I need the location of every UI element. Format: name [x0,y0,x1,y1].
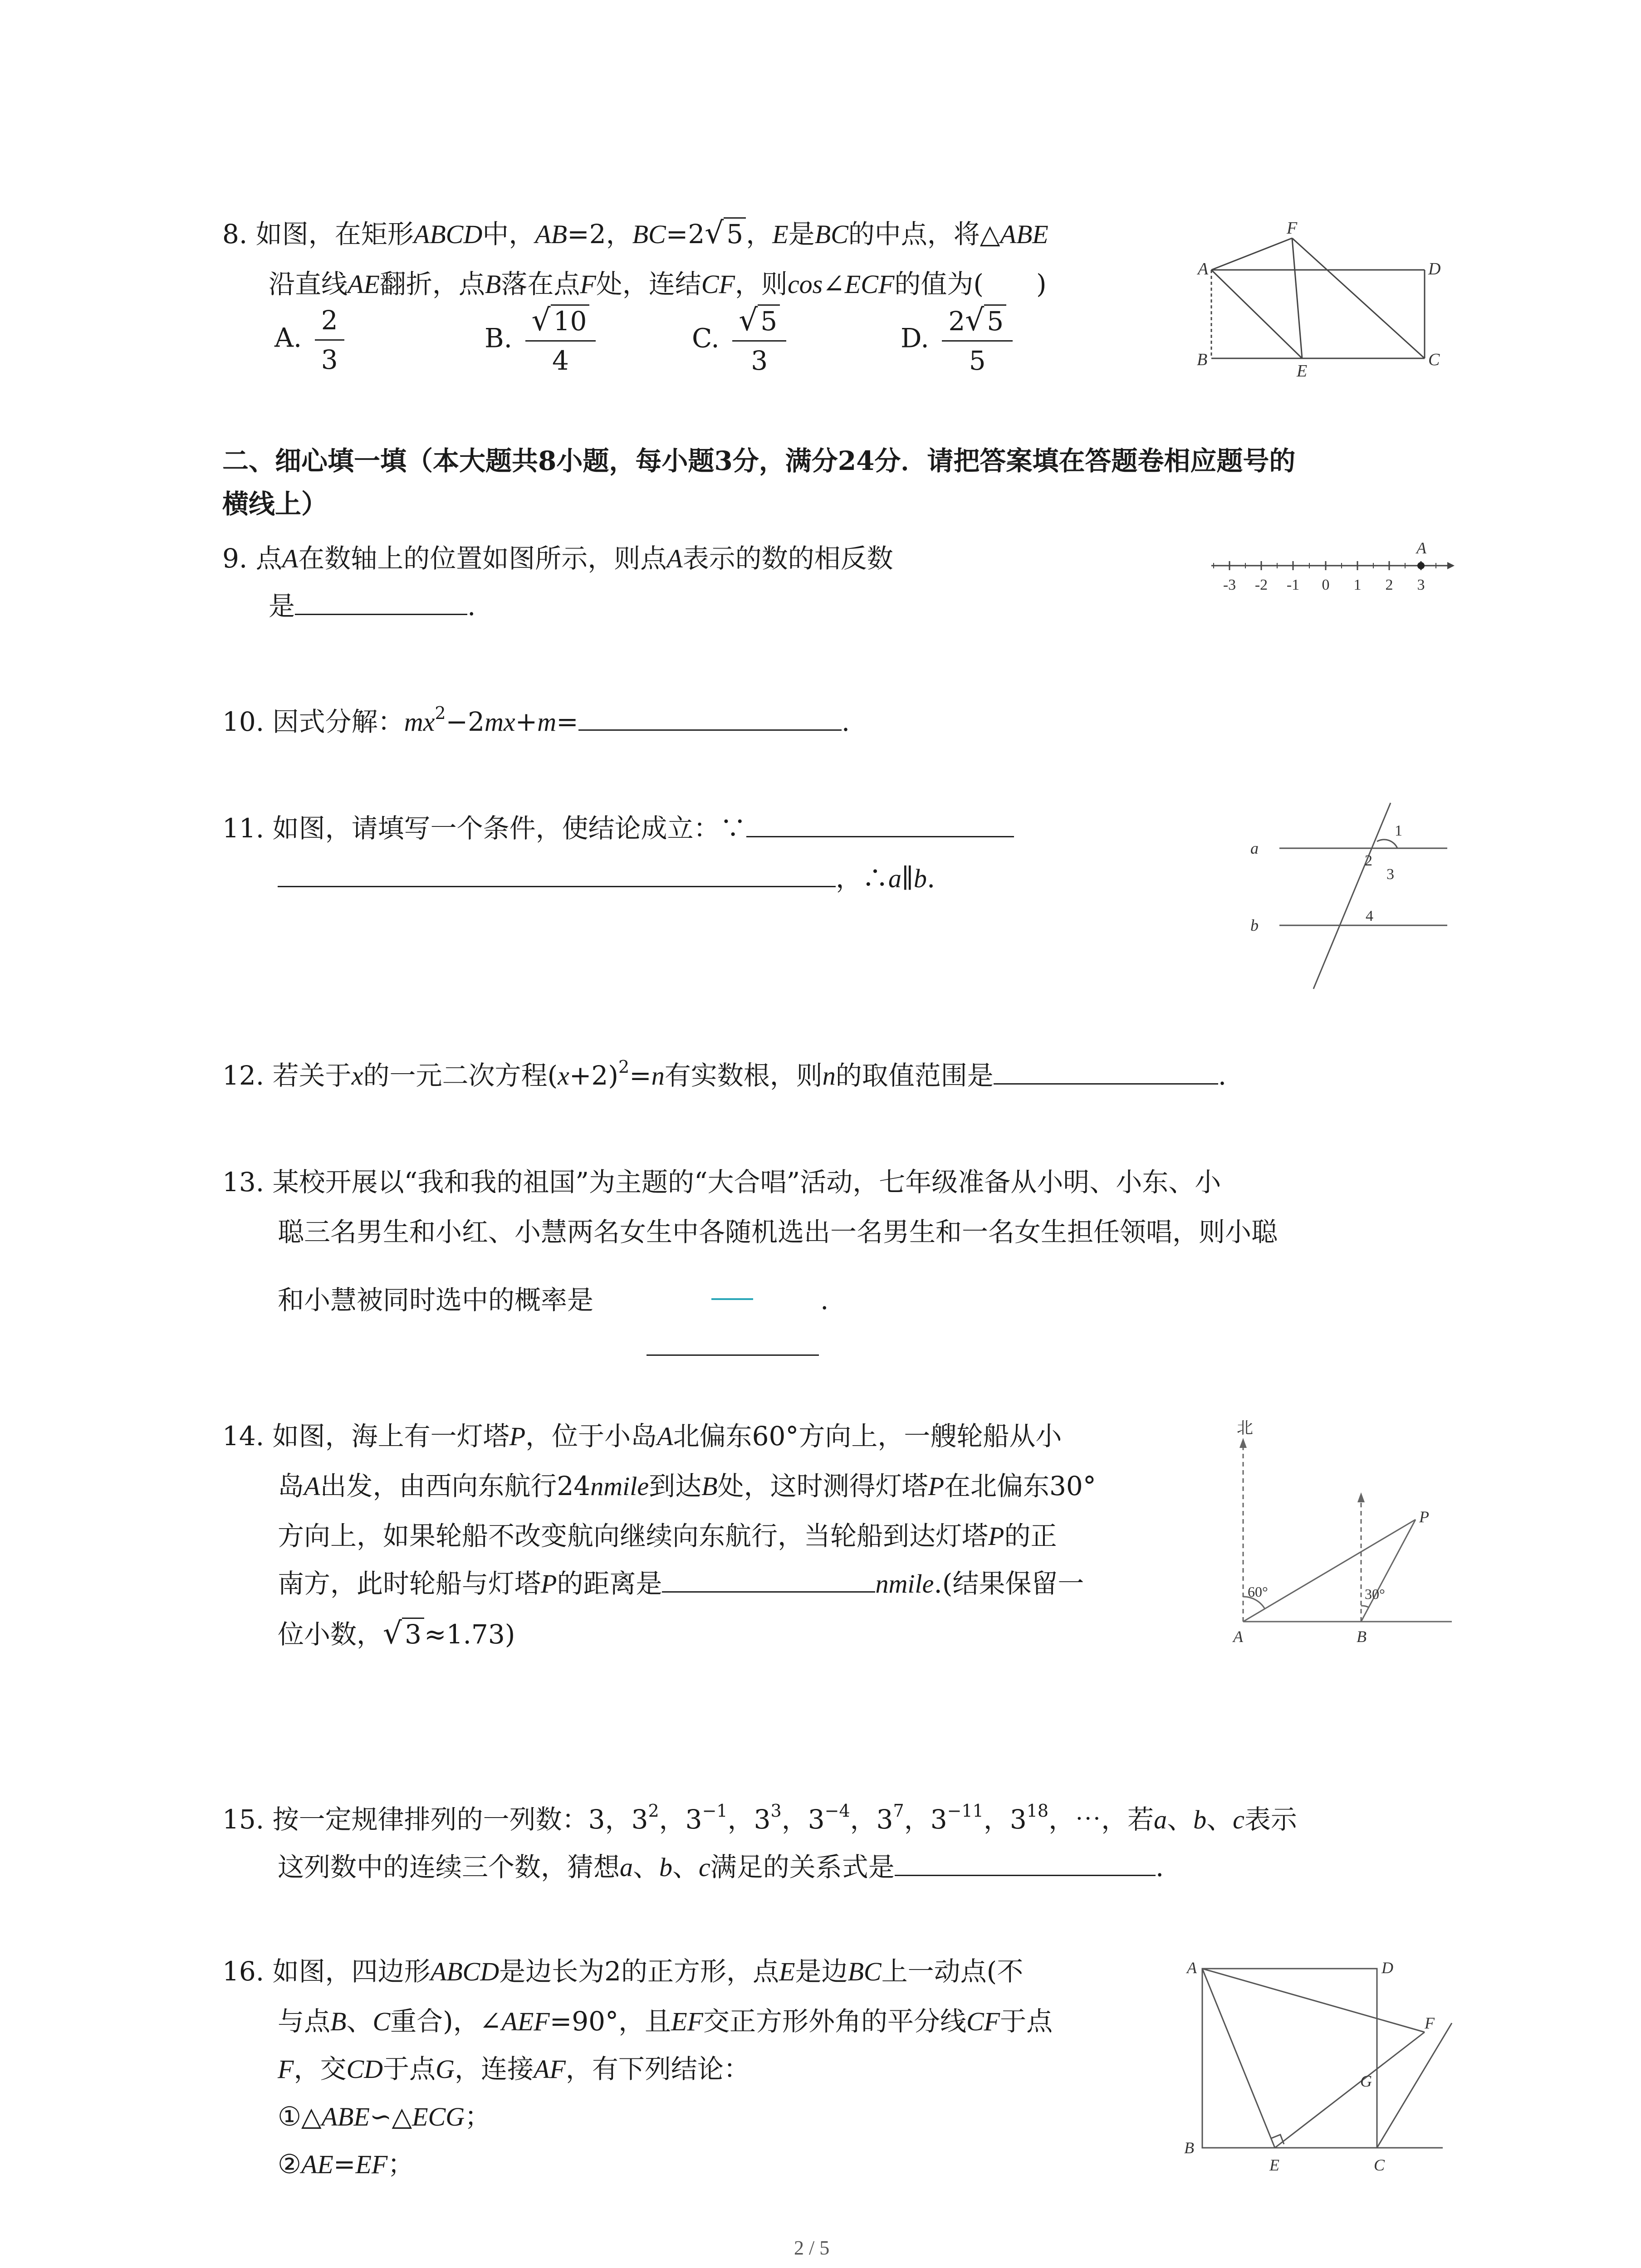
q15-text: −11 [947,1801,984,1821]
angle-3: 3 [1386,866,1394,883]
q9-text: 是 [269,591,295,621]
q16-text: ，连接 [454,2053,534,2084]
q11-text: ∥ [901,863,914,894]
q14-text: 南方，此时轮船与灯塔 [278,1568,541,1599]
q12-text: 12. 若关于 [222,1060,352,1091]
answer-blank [278,885,836,887]
answer-blank [647,1354,819,1356]
q10-text: = [556,706,578,737]
q16-text: = [333,2149,356,2180]
section-heading: 二、细心填一填（本大题共8小题，每小题3分，满分24分．请把答案填在答题卷相应题号的 [222,445,1296,476]
q16-text: EF [671,2007,703,2036]
q15-text: 18 [1026,1801,1049,1821]
q8-text: 处，连结 [596,269,701,299]
q11-text: a [888,864,902,893]
q8-option-c [692,304,791,377]
q14-text: 位小数， [278,1619,383,1650]
tick-label: 0 [1322,577,1330,593]
q16-text: =90°，且 [549,2006,671,2037]
answer-blank [578,729,842,731]
q9-line1 [222,542,893,575]
q15-text: ，3 [727,1804,771,1835]
label-A: A [1187,1959,1197,1977]
q16-text: ； [387,2149,414,2180]
q16-text: B [330,2007,347,2036]
q12-text: 有实数根，则 [664,1060,823,1091]
q16-text: ECG [412,2102,465,2131]
q14-text: P [509,1422,526,1451]
q15-line1 [222,1803,1297,1836]
q12-text: 的取值范围是 [835,1060,994,1091]
page-number: 2 / 5 [794,2237,830,2259]
q16-text: 、 [346,2006,373,2037]
north-label: 北 [1237,1419,1254,1437]
q14-text: 北偏东60°方向上，一艘轮船从小 [673,1421,1062,1452]
tick-label: -3 [1223,577,1236,593]
q16-text: EF [355,2150,388,2179]
q9-number-line [1202,533,1456,601]
q15-text: ，3 [904,1804,947,1835]
q8-text: CF [701,269,735,299]
q12-text: x [558,1061,569,1090]
answer-blank [994,1083,1218,1085]
q13-period: . [820,1285,829,1315]
q16-text: 于点 [1000,2006,1053,2037]
q10-text: −2 [446,706,485,737]
q8-text: E [772,220,789,249]
q8-text: B [485,269,501,299]
q15-text: 表示 [1244,1804,1297,1835]
q10-line [222,705,850,738]
q11-text: b [913,864,927,893]
q14-text: 14. 如图，海上有一灯塔 [222,1421,509,1452]
q8-text: 的值为( ) [894,269,1047,299]
label-A: A [1416,539,1426,557]
q14-text: ≈1.73) [424,1619,515,1650]
option-label: D. [901,323,929,354]
q10-text: 2 [435,703,446,723]
q10-text: 10. 因式分解： [222,706,404,737]
q14-text: 在北偏东30° [944,1471,1096,1501]
q14-text: 的距离是 [557,1568,662,1599]
q14-lighthouse-figure [1225,1415,1461,1656]
q14-text: 岛 [278,1471,304,1501]
q8-text: 落在点 [501,269,580,299]
q8-text: ，则 [735,269,788,299]
q16-text: 于点 [383,2053,436,2084]
q8-text: 是 [788,219,815,249]
q15-text: c [1233,1805,1244,1834]
q10-text: . [841,706,850,737]
q14-line1 [222,1420,1062,1453]
q13-line1: 13. 某校开展以“我和我的祖国”为主题的“大合唱”活动，七年级准备从小明、小东、小 [222,1167,1221,1198]
q15-text: 、 [1206,1804,1233,1835]
tick-label: 3 [1417,577,1425,593]
label-F: F [1287,219,1298,238]
label-G: G [1360,2072,1372,2090]
q16-text: BC [847,1957,882,1986]
q16-text: E [779,1957,795,1986]
q8-text: AE [348,269,380,299]
q14-text: 处，这时测得灯塔 [717,1471,928,1501]
q16-text: ，交 [294,2053,347,2084]
q12-text: +2) [569,1060,618,1091]
angle-30: 30° [1365,1586,1385,1602]
q14-text: nmile [875,1569,934,1598]
q16-text: AF [533,2054,566,2084]
q16-line2 [278,2005,1053,2038]
label-E: E [1297,362,1308,381]
q11-parallel-lines-figure [1243,798,1461,998]
angle-2: 2 [1365,852,1372,869]
option-label: A. [274,322,302,353]
angle-4: 4 [1366,908,1373,924]
q12-text: n [822,1061,836,1090]
q10-text: + [515,706,538,737]
q8-text: F [580,269,596,299]
q16-line3 [278,2053,750,2086]
q16-text: 16. 如图，四边形 [222,1956,431,1987]
q14-text: 到达 [649,1471,702,1501]
q15-text: a [620,1853,633,1882]
q14-text: .(结果保留一 [934,1568,1084,1599]
q14-text: P [928,1471,945,1501]
q8-option-a [274,304,349,376]
q16-text: 上一动点(不 [881,1956,1024,1987]
q12-text: n [651,1061,665,1090]
q14-line2 [278,1470,1096,1503]
answer-blank [662,1591,875,1593]
tick-label: 1 [1353,577,1362,593]
answer-blank [895,1874,1156,1876]
label-C: C [1428,350,1440,369]
q15-text: 15. 按一定规律排列的一列数：3，3 [222,1804,648,1835]
q9-text: 9. 点 [222,543,282,574]
q16-text: ； [465,2101,491,2132]
fraction: $\frac{√ 5}{3}$ [732,304,786,377]
answer-blank [746,836,1014,837]
q16-text: ①△ [278,2101,322,2132]
q14-text: 出发，由西向东航行24 [320,1471,591,1501]
q13-teal-dash [711,1298,753,1300]
q16-text: C [372,2007,391,2036]
option-label: C. [692,323,720,354]
label-b: b [1250,916,1259,934]
q8-text: BC [632,220,666,249]
q10-text: mx [485,707,515,737]
q15-text: 满足的关系式是 [710,1852,895,1882]
q15-text: 2 [648,1801,659,1821]
label-B: B [1184,2139,1194,2157]
q9-text: A [666,544,683,573]
q9-line2 [269,590,475,622]
q8-text: 的中点，将△ [848,219,1000,249]
label-P: P [1419,1508,1429,1526]
q9-text: A [282,544,299,573]
q8-text: 中， [482,219,535,249]
q15-text: 7 [893,1801,904,1821]
q8-option-b [485,304,600,377]
q8-text: 8. 如图，在矩形 [222,219,414,249]
label-A: A [1198,259,1209,279]
q12-text: x [351,1061,363,1090]
q12-line [222,1059,1226,1092]
q9-text: 表示的数的相反数 [682,543,893,574]
q16-text: ② [278,2149,301,2180]
q11-text: 11. 如图，请填写一个条件，使结论成立：∵ [222,813,746,844]
q12-text: = [629,1060,652,1091]
option-label: B. [485,323,513,354]
q14-text: P [988,1521,1004,1551]
q16-text: ABCD [430,1957,500,1986]
q15-text: ，3 [983,1804,1027,1835]
q8-rectangle-figure [1180,218,1465,386]
q14-text: nmile [590,1471,649,1501]
q16-text: G [436,2054,455,2084]
q15-text: . [1155,1852,1164,1882]
point-A [1417,562,1425,569]
q14-text: 方向上，如果轮船不改变航向继续向东航行，当轮船到达灯塔 [278,1520,989,1551]
q8-text: 翻折，点 [379,269,485,299]
q16-text: ∽△ [369,2101,412,2132]
q16-text: CF [966,2007,1000,2036]
q10-text: m [537,707,557,737]
q14-line5 [278,1617,515,1651]
q15-text: 3 [770,1801,782,1821]
q15-text: c [699,1853,710,1882]
q11-line1 [222,812,1014,845]
fraction: $\frac{2}{3}$ [315,304,344,376]
q16-text: 是边长为2的正方形，点 [499,1956,779,1987]
q15-text: ，3 [850,1804,893,1835]
q8-text: 沿直线 [269,269,348,299]
q15-text: ，3 [781,1804,825,1835]
q15-text: 、 [1167,1804,1194,1835]
q16-conclusion-1 [278,2100,491,2133]
fraction: $\frac{2√ 5}{5}$ [942,304,1013,377]
q16-text: AEF [501,2007,550,2036]
q8-text: BC [814,220,848,249]
q16-text: CD [346,2054,383,2084]
tick-label: -2 [1254,577,1268,593]
angle-60: 60° [1248,1584,1268,1600]
q8-text: =2， [567,219,632,249]
q12-text: . [1218,1060,1227,1091]
q14-line4 [278,1567,1084,1600]
q8-text: ABE [1000,220,1048,249]
q8-line2 [269,268,1047,301]
q14-text: B [701,1471,718,1501]
q11-line2 [278,862,935,895]
label-C: C [1374,2156,1385,2174]
q14-line3 [278,1520,1057,1553]
q15-line2 [278,1851,1164,1884]
q8-text: ， [746,219,773,249]
q14-text: ，位于小岛 [525,1421,657,1452]
label-A: A [1233,1628,1243,1646]
q15-text: −4 [824,1801,850,1821]
q15-text: b [659,1853,673,1882]
label-B: B [1357,1628,1367,1646]
q12-text: 的一元二次方程( [363,1060,558,1091]
q16-conclusion-2 [278,2148,414,2181]
q15-text: ，⋯，若 [1048,1804,1154,1835]
q8-text: AB [535,220,568,249]
q16-text: 交正方形外角的平分线 [703,2006,966,2037]
q16-text: ，有下列结论： [565,2053,750,2084]
q8-text: cos∠ECF [787,269,895,299]
label-B: B [1197,350,1208,369]
q8-line1 [222,217,1048,251]
q15-text: ，3 [659,1804,702,1835]
q16-text: AE [301,2150,333,2179]
section-heading-cont: 横线上） [222,489,328,519]
label-E: E [1269,2156,1279,2174]
q8-text: =2 [666,219,705,249]
q16-text: F [278,2054,294,2084]
q11-text: . [926,863,936,894]
label-a: a [1250,839,1259,857]
sqrt3: √ 3 [383,1617,424,1651]
q14-text: A [304,1471,320,1501]
q16-text: ABE [321,2102,370,2131]
label-F: F [1425,2014,1435,2032]
q15-text: b [1193,1805,1207,1834]
q15-text: −1 [702,1801,728,1821]
fraction: $\frac{√ 10}{4}$ [525,304,596,377]
q9-text: . [467,591,476,621]
angle-1: 1 [1395,822,1402,839]
q15-text: 、 [633,1852,660,1882]
q12-text: 2 [618,1057,630,1077]
q14-text: P [541,1569,557,1598]
q16-text: 是边 [795,1956,848,1987]
tick-label: -1 [1286,577,1300,593]
label-D: D [1428,259,1441,279]
q16-square-figure [1171,1950,1461,2186]
q16-line1 [222,1955,1023,1988]
sqrt5: √ 5 [705,217,746,250]
q13-line3: 和小慧被同时选中的概率是 [278,1285,594,1315]
label-D: D [1381,1959,1393,1977]
q15-text: 、 [672,1852,699,1882]
q9-text: 在数轴上的位置如图所示，则点 [298,543,667,574]
tick-label: 2 [1385,577,1393,593]
q11-text: ，∴ [836,863,889,894]
q13-line2: 聪三名男生和小红、小慧两名女生中各随机选出一名男生和一名女生担任领唱，则小聪 [278,1217,1278,1247]
q15-text: 这列数中的连续三个数，猜想 [278,1852,620,1882]
q14-text: 的正 [1004,1520,1057,1551]
q15-text: a [1154,1805,1167,1834]
q14-text: A [657,1422,673,1451]
q16-text: 重合)，∠ [390,2006,502,2037]
q16-text: 与点 [278,2006,331,2037]
answer-blank [295,613,467,615]
q8-text: ABCD [413,220,483,249]
q8-option-d [901,304,1017,377]
q10-text: mx [404,707,435,737]
